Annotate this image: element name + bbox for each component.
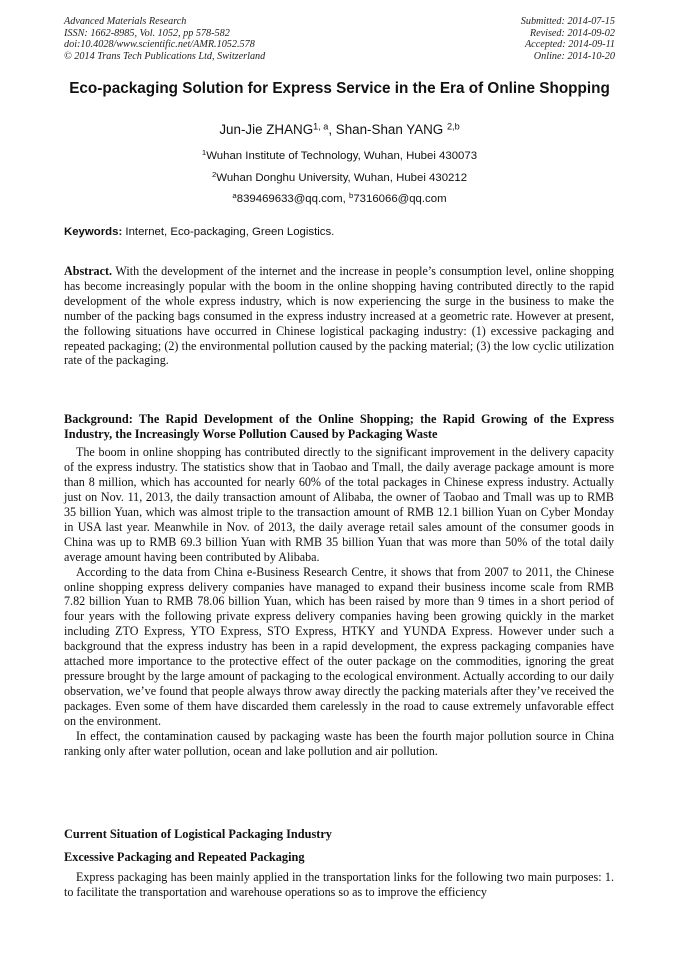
current-situation-heading: Current Situation of Logistical Packaging Industry [64, 827, 332, 841]
journal-doi: doi:10.4028/www.scientific.net/AMR.1052.578 [64, 39, 255, 51]
date-online: Online: 2014-10-20 [533, 50, 615, 62]
journal-name: Advanced Materials Research [64, 16, 187, 27]
author-2-name: Shan-Shan YANG [335, 122, 444, 137]
journal-info [64, 16, 265, 62]
affiliation-2-text: Wuhan Donghu University, Wuhan, Hubei 430212 [216, 172, 468, 184]
keywords-label: Keywords: [64, 226, 123, 238]
excessive-packaging-heading: Excessive Packaging and Repeated Packaging [64, 850, 305, 865]
author-1-name: Jun-Jie ZHANG [219, 122, 314, 137]
author-line [64, 122, 615, 137]
background-paragraph-2: According to the data from China e-Business Research Centre, it shows that from 2007 to 2011, the Chinese online shopping express delivery companies have managed to expand their business income scale from RMB 7.82 billion Yuan to RMB 78.06 billion Yuan, which has been raised by more than 9 times in a short period of four years with the following private express delivery companies having been growing quickly in the market including ZTO Express, YTO Express, STO Express, HTKY and YUNDA Express. However under such a background that the express industry has been in a rapid development, the express packaging companies have attached more importance to the protective effect of the outer package on the commodities, ignoring the great pressure brought by the large amount of packaging to the ecological environment. Actually according to our daily observation, we’ve found that people always throw away directly the packing materials after they’ve received the packages. Even some of them have discarded them carelessly in the road to cause extremely unfavorable effect on the environment. [64, 564, 614, 728]
paper-title: Eco-packaging Solution for Express Service in the Era of Online Shopping [69, 80, 610, 97]
journal-issn: ISSN: 1662-8985, Vol. 1052, pp 578-582 [64, 27, 230, 39]
affiliation-2 [64, 172, 615, 184]
date-revised: Revised: 2014-09-02 [529, 27, 615, 39]
journal-copyright: © 2014 Trans Tech Publications Ltd, Switzerland [64, 50, 266, 62]
affiliation-2-marker: 2 [211, 170, 217, 180]
background-section [64, 412, 614, 758]
background-heading: Background: The Rapid Development of the Online Shopping; the Rapid Growing of the Express Industry, the Increasingly Worse Pollution Caused by Packaging Waste [64, 412, 614, 442]
current-situation-section [64, 827, 614, 900]
affiliation-1 [64, 150, 615, 162]
current-situation-paragraph-1: Express packaging has been mainly applied in the transportation links for the following two main purposes: 1. to facilitate the transportation and warehouse operations so as to improve the efficiency [64, 870, 614, 900]
author-emails [64, 193, 615, 205]
background-paragraph-3: In effect, the contamination caused by packaging waste has been the fourth major pollution source in China ranking only after water pollution, ocean and lake pollution and air pollution. [64, 728, 614, 758]
abstract-label: Abstract. [64, 264, 113, 278]
email-a-marker: a [232, 191, 237, 201]
abstract [64, 264, 614, 368]
keywords-text: Internet, Eco-packaging, Green Logistics. [122, 226, 335, 238]
publication-dates [521, 16, 615, 62]
abstract-text: With the development of the internet and the increase in people’s consumption level, online shopping has become increasingly popular with the boom in the online shopping having contributed directly to the rapid development of the whole express industry, which is now experiencing the surge in the business to make the number of the packing bags consumed in the express industry increased at a geometric rate. However at present, the following situations have occurred in Chinese logistical packaging industry: (1) excessive packaging and repeated packaging; (2) the environmental pollution caused by the packing material; (3) the low cyclic utilization rate of the packaging. [64, 264, 614, 368]
email-b: 7316066@qq.com [353, 193, 447, 205]
keywords [64, 226, 615, 238]
author-1-affil: 1, a [313, 121, 329, 132]
email-b-marker: b [349, 191, 354, 201]
date-accepted: Accepted: 2014-09-11 [524, 39, 615, 51]
email-a: 839469633@qq.com, [236, 193, 349, 205]
affiliation-1-marker: 1 [201, 148, 207, 158]
author-separator: , [328, 122, 336, 137]
date-submitted: Submitted: 2014-07-15 [520, 16, 615, 27]
background-paragraph-1: The boom in online shopping has contributed directly to the significant improvement in the delivery capacity of the express industry. The statistics show that in Taobao and Tmall, the daily average package amount is more than 8 million, which has accounted for nearly 60% of the total packages in Chinese express industry. Actually just on Nov. 11, 2013, the daily transaction amount of Alibaba, the owner of Taobao and Tmall was up to RMB 35 billion Yuan, which was almost triple to the transaction amount of RMB 12.1 billion Yuan on Cyber Monday in USA last year. Meanwhile in Nov. of 2013, the daily average retail sales amount of the consumer goods in China was up to RMB 69.3 billion Yuan with RMB 35 billion Yuan that was more than 50% of the total daily average amount having been contributed by Alibaba. [64, 445, 614, 564]
author-2-affil: 2,b [446, 121, 460, 132]
affiliation-1-text: Wuhan Institute of Technology, Wuhan, Hubei 430073 [206, 150, 478, 162]
